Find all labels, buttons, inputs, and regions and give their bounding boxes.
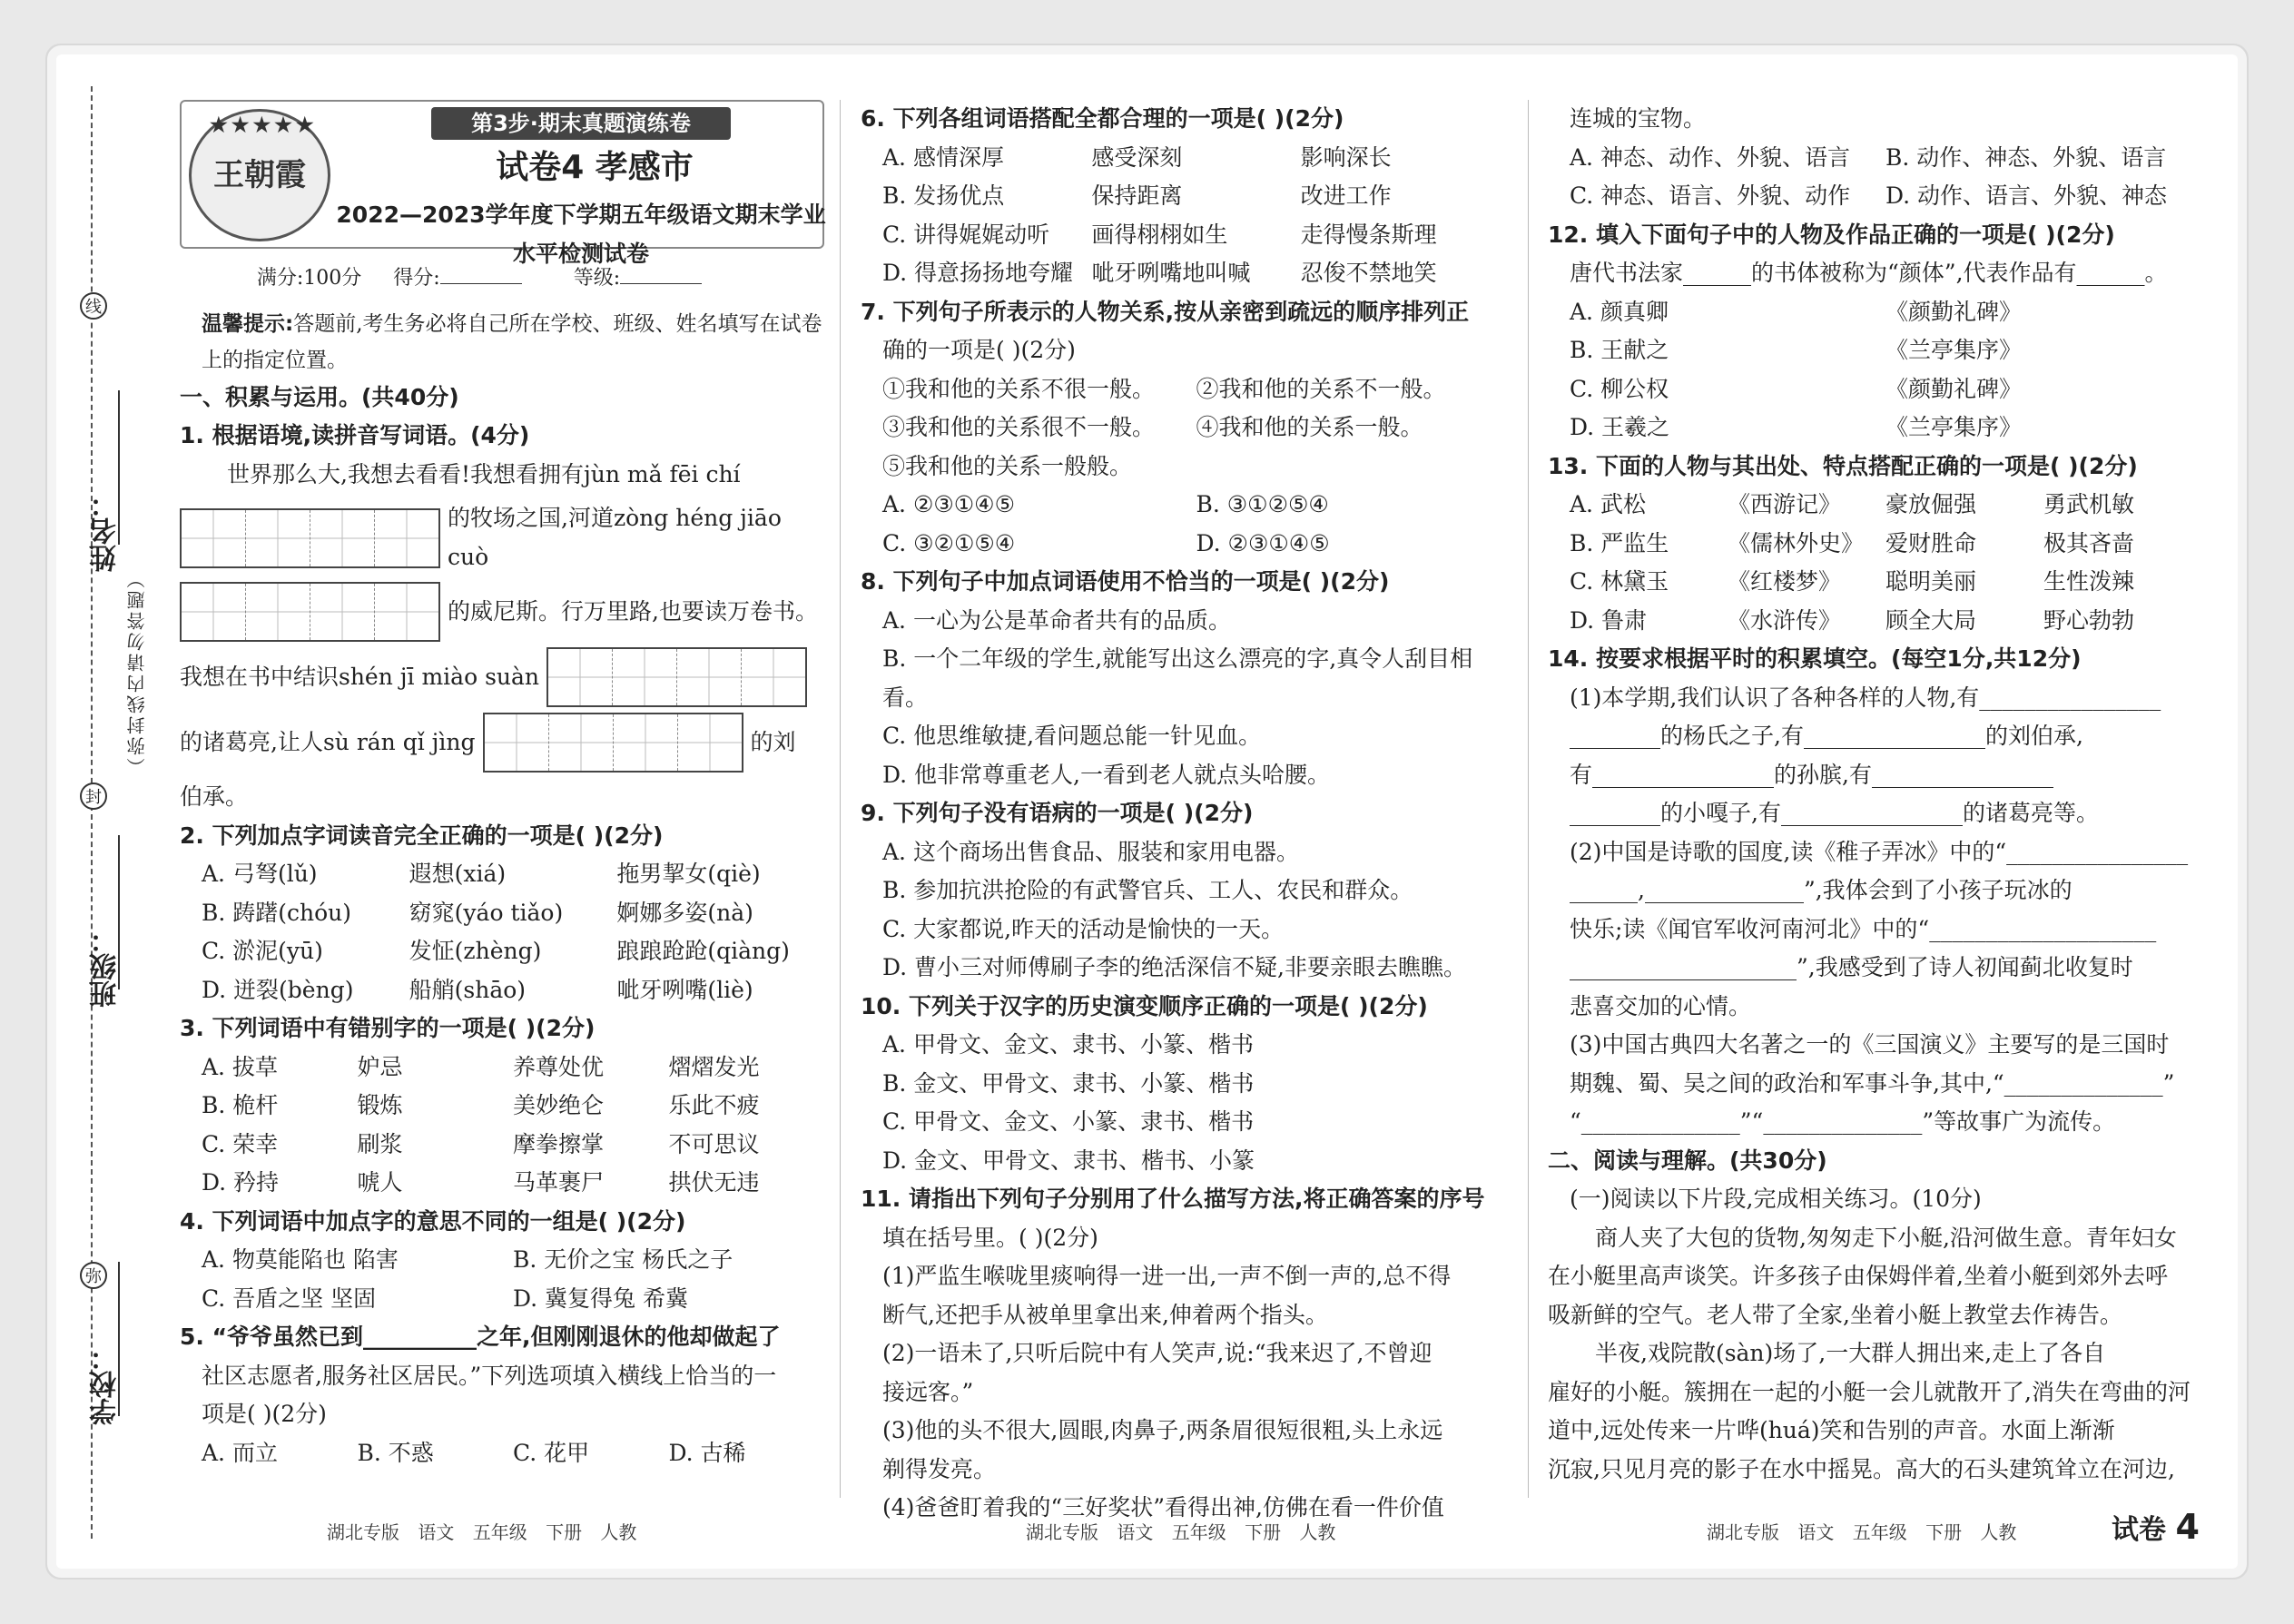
- option-cell: D. 矜持: [202, 1169, 280, 1196]
- text-line: 期魏、蜀、吴之间的政治和军事斗争,其中,“______________”: [1570, 1069, 2175, 1097]
- text-line: A. 这个商场出售食品、服装和家用电器。: [882, 838, 1299, 865]
- writing-grid[interactable]: [546, 647, 807, 707]
- option-cell: 保持距离: [1091, 182, 1183, 209]
- paper-subtitle: 2022—2023学年度下学期五年级语文期末学业水平检测试卷: [336, 202, 826, 267]
- option-row: [1548, 525, 2201, 564]
- passage-line: 道中,远处传来一片哗(huá)笑和告别的声音。水面上渐渐: [1548, 1417, 2115, 1443]
- option-row: [180, 1048, 824, 1088]
- q11-sentences: [861, 1257, 1510, 1528]
- text-line: D. 曹小三对师傅刷子李的绝活深信不疑,非要亲眼去瞧瞧。: [882, 954, 1466, 980]
- question-5: 5. “爷爷虽然已到__________之年,但刚刚退休的他却做起了: [180, 1324, 781, 1350]
- passage-line: 吸新鲜的空气。老人带了全家,坐着小艇上教堂去作祷告。: [1548, 1301, 2122, 1328]
- text-line: A. 一心为公是革命者共有的品质。: [882, 606, 1231, 634]
- question-2: 2. 下列加点字词读音完全正确的一项是( )(2分): [180, 822, 664, 849]
- option-cell: D. 古稀: [668, 1439, 746, 1466]
- q13-options: [1548, 486, 2201, 640]
- option-cell: A. 颜真卿: [1570, 298, 1669, 325]
- option-row: [861, 370, 1510, 409]
- school-label: 学校：: [90, 1343, 122, 1425]
- q14-lines: [1548, 679, 2201, 1142]
- option-cell: 乐此不疲: [668, 1092, 760, 1118]
- option-cell: D. 得意扬扬地夸耀: [882, 260, 1074, 286]
- text-line: 接远客。”: [882, 1378, 974, 1405]
- option-cell: 影响深长: [1300, 143, 1392, 171]
- option-cell: D. 冀复得兔 希冀: [513, 1284, 688, 1312]
- reading-title: (一)阅读以下片段,完成相关练习。(10分): [1570, 1186, 1982, 1212]
- q1-line: 的诸葛亮,让人sù rán qǐ jìng: [180, 728, 476, 755]
- seal-note: （弥封线内请勿答题）: [126, 567, 148, 776]
- text-line: C. 大家都说,昨天的活动是愉快的一天。: [882, 915, 1285, 942]
- passage-line: 在小艇里高声谈笑。许多孩子由保姆伴着,坐着小艇到郊外去呼: [1548, 1263, 2168, 1289]
- option-cell: 摩拳擦掌: [513, 1130, 605, 1157]
- option-cell: D. 动作、语言、外貌、神态: [1885, 182, 2168, 209]
- option-cell: ②我和他的关系不一般。: [1196, 375, 1446, 402]
- class-field[interactable]: [118, 835, 122, 989]
- binding-mark-mi: 弥: [80, 1262, 107, 1289]
- text-line: 悲喜交加的心情。: [1570, 992, 1752, 1019]
- paper-header: [180, 100, 826, 267]
- q11-options: [1548, 139, 2201, 216]
- option-row: [1548, 486, 2201, 525]
- text-line: “______________”“______________”等故事广为流传。: [1570, 1108, 2116, 1135]
- option-cell: A. 神态、动作、外貌、语言: [1570, 143, 1850, 171]
- option-cell: 唬人: [357, 1169, 403, 1196]
- q12-options: [1548, 293, 2201, 448]
- option-cell: C. 荣幸: [202, 1130, 279, 1157]
- option-cell: 《红楼梦》: [1728, 568, 1842, 595]
- option-cell: C. 讲得娓娓动听: [882, 221, 1050, 248]
- q1-row: [180, 713, 824, 773]
- text-line: (3)中国古典四大名著之一的《三国演义》主要写的是三国时: [1570, 1031, 2170, 1058]
- tip-text: 答题前,考生务必将自己所在学校、班级、姓名填写在试卷上的指定位置。: [202, 311, 822, 372]
- q6-options: [861, 139, 1510, 293]
- option-cell: 顾全大局: [1885, 606, 1977, 634]
- option-cell: 马革裹尸: [513, 1169, 605, 1196]
- writing-grid[interactable]: [180, 582, 440, 642]
- q1-row: [180, 647, 824, 707]
- text-line: (4)爸爸盯着我的“三好奖状”看得出神,仿佛在看一件价值: [882, 1494, 1444, 1521]
- option-cell: B. 王献之: [1570, 337, 1669, 363]
- paper-label: 试卷: [2112, 1514, 2166, 1546]
- paper-num: 4: [2175, 1507, 2200, 1547]
- option-cell: 美妙绝仑: [513, 1092, 605, 1118]
- option-row: [1548, 602, 2201, 641]
- option-cell: 发怔(zhèng): [409, 938, 542, 964]
- option-cell: 婀娜多姿(nà): [616, 899, 753, 926]
- option-cell: B. 桅杆: [202, 1092, 279, 1118]
- text-line: 快乐;读《闻官军收河南河北》中的“____________________: [1570, 915, 2157, 942]
- tip-label: 温馨提示:: [202, 311, 294, 336]
- q1-line: 伯承。: [180, 783, 249, 810]
- q7-line: 确的一项是( )(2分): [882, 337, 1076, 363]
- option-cell: ①我和他的关系不很一般。: [882, 375, 1156, 402]
- score-field[interactable]: [440, 283, 522, 284]
- option-cell: C. 柳公权: [1570, 375, 1669, 402]
- option-cell: A. 感情深厚: [882, 143, 1004, 171]
- text-line: ________的小嘎子,有________________的诸葛亮等。: [1570, 800, 2099, 826]
- text-line: D. 金文、甲骨文、隶书、楷书、小篆: [882, 1147, 1255, 1174]
- option-cell: D. ②③①④⑤: [1196, 529, 1330, 556]
- option-cell: 忍俊不禁地笑: [1300, 260, 1437, 286]
- option-cell: 《兰亭集序》: [1885, 337, 2023, 363]
- q7-options: [861, 486, 1510, 563]
- q4-options: [180, 1241, 824, 1318]
- option-cell: 勇武机敏: [2043, 491, 2135, 517]
- option-row: [1548, 563, 2201, 602]
- option-cell: 野心勃勃: [2043, 606, 2135, 634]
- tip: [180, 306, 824, 379]
- text-line: ____________________”,我感受到了诗人初闻蓟北收复时: [1570, 954, 2133, 980]
- option-cell: 拱伏无违: [668, 1169, 760, 1196]
- option-cell: B. 发扬优点: [882, 182, 1005, 209]
- column-divider: [1528, 100, 1529, 1498]
- question-3: 3. 下列词语中有错别字的一项是( )(2分): [180, 1015, 596, 1041]
- option-cell: B. 动作、神态、外貌、语言: [1885, 143, 2167, 171]
- option-cell: ③我和他的关系很不一般。: [882, 414, 1156, 440]
- option-row: [1548, 177, 2201, 216]
- reading-passage: [1548, 1219, 2201, 1490]
- column-divider: [840, 100, 841, 1498]
- option-row: [1548, 408, 2201, 448]
- option-row: [861, 408, 1510, 448]
- question-1: 1. 根据语境,读拼音写词语。(4分): [180, 422, 530, 448]
- option-cell: 豪放倔强: [1885, 491, 1977, 517]
- option-cell: A. ②③①④⑤: [882, 491, 1016, 517]
- q9-options: [861, 833, 1510, 988]
- text-line: C. 甲骨文、金文、小篆、隶书、楷书: [882, 1108, 1255, 1135]
- q7-sentence-5: ⑤我和他的关系一般般。: [882, 452, 1133, 479]
- option-cell: 聪明美丽: [1885, 568, 1977, 595]
- binding-mark-feng: 封: [80, 782, 107, 810]
- option-cell: 《兰亭集序》: [1885, 414, 2023, 440]
- q12-text: 唐代书法家______的书体被称为“颜体”,代表作品有______。: [1570, 260, 2168, 286]
- q5-line: 社区志愿者,服务社区居民。”下列选项填入横线上恰当的一: [202, 1362, 777, 1389]
- option-cell: C. 吾盾之坚 坚固: [202, 1284, 377, 1312]
- q11-line: 填在括号里。( )(2分): [882, 1224, 1098, 1251]
- q1-row: [180, 499, 824, 576]
- q7-sentences: [861, 370, 1510, 448]
- option-cell: 遐想(xiá): [409, 861, 507, 887]
- text-line: B. 一个二年级的学生,就能写出这么漂亮的字,真令人刮目相看。: [882, 645, 1473, 711]
- option-cell: 感受深刻: [1091, 143, 1183, 171]
- question-6: 6. 下列各组词语搭配全都合理的一项是( )(2分): [861, 105, 1344, 132]
- option-cell: 呲牙咧嘴(liè): [616, 976, 753, 1003]
- option-cell: ④我和他的关系一般。: [1196, 414, 1423, 440]
- column-3: [1548, 100, 2201, 1489]
- option-cell: 走得慢条斯理: [1300, 221, 1437, 248]
- binding-mark-xian: 线: [80, 292, 107, 320]
- logo-text: 王朝霞: [213, 156, 306, 193]
- option-row: [861, 216, 1510, 255]
- option-cell: 爱财胜命: [1885, 529, 1977, 556]
- q1-line: 我想在书中结识shén jī miào suàn: [180, 663, 540, 690]
- passage-line: 沉寂,只见月亮的影子在水中摇晃。高大的石头建筑耸立在河边,: [1548, 1455, 2175, 1482]
- footer-text: 湖北专版 语文 五年级 下册 人教: [1026, 1521, 1336, 1543]
- question-9: 9. 下列句子没有语病的一项是( )(2分): [861, 800, 1254, 826]
- option-cell: 拖男挈女(qiè): [616, 861, 761, 887]
- option-cell: A. 而立: [202, 1439, 278, 1466]
- option-cell: 刷浆: [357, 1130, 403, 1157]
- text-line: (1)本学期,我们认识了各种各样的人物,有________________: [1570, 684, 2161, 711]
- option-cell: D. 迸裂(bèng): [202, 976, 354, 1003]
- name-field[interactable]: [118, 390, 122, 545]
- option-cell: B. ③①②⑤④: [1196, 491, 1329, 517]
- section-1-title: 一、积累与运用。(共40分): [180, 383, 459, 410]
- q11-end: 连城的宝物。: [1570, 105, 1707, 132]
- option-cell: 生性泼辣: [2043, 568, 2135, 595]
- option-cell: 极其吝啬: [2043, 529, 2135, 556]
- option-row: [861, 525, 1510, 564]
- option-row: [861, 486, 1510, 525]
- passage-line: 商人夹了大包的货物,匆匆走下小艇,沿河做生意。青年妇女: [1595, 1224, 2177, 1251]
- option-cell: D. 鲁肃: [1570, 606, 1648, 634]
- school-field[interactable]: [118, 1262, 122, 1416]
- option-cell: A. 物莫能陷也 陷害: [202, 1246, 399, 1273]
- option-cell: 《颜勤礼碑》: [1885, 298, 2023, 325]
- option-cell: B. 不惑: [357, 1439, 434, 1466]
- full-score: 满分:100分: [256, 267, 362, 290]
- option-row: [861, 254, 1510, 293]
- score-label: 得分:: [393, 267, 440, 290]
- text-line: B. 金文、甲骨文、隶书、小篆、楷书: [882, 1069, 1255, 1097]
- option-cell: 呲牙咧嘴地叫喊: [1091, 260, 1251, 286]
- q1-row: [180, 582, 824, 642]
- question-13: 13. 下面的人物与其出处、特点搭配正确的一项是( )(2分): [1548, 452, 2138, 479]
- option-cell: 窈窕(yáo tiǎo): [409, 899, 564, 926]
- question-4: 4. 下列词语中加点字的意思不同的一组是( )(2分): [180, 1207, 686, 1235]
- option-cell: 熠熠发光: [668, 1053, 760, 1080]
- option-cell: A. 弓弩(lǔ): [202, 861, 318, 887]
- writing-grid[interactable]: [180, 508, 440, 568]
- option-row: [180, 894, 824, 933]
- text-line: 有________________的孙膑,有________________: [1570, 761, 2053, 788]
- option-cell: C. 淤泥(yū): [202, 938, 323, 964]
- option-row: [180, 971, 824, 1010]
- option-cell: 养尊处优: [513, 1053, 605, 1080]
- q10-options: [861, 1026, 1510, 1180]
- text-line: B. 参加抗洪抢险的有武警官兵、工人、农民和群众。: [882, 877, 1413, 903]
- option-row: [180, 932, 824, 971]
- option-cell: 《儒林外史》: [1728, 529, 1865, 556]
- q5-line: 项是( )(2分): [202, 1401, 327, 1427]
- q5-options: [180, 1434, 824, 1473]
- text-line: 断气,还把手从被单里拿出来,伸着两个指头。: [882, 1301, 1328, 1328]
- text-line: (3)他的头不很大,圆眼,肉鼻子,两条眉很短很粗,头上永远: [882, 1417, 1443, 1443]
- footer-text: 湖北专版 语文 五年级 下册 人教: [1707, 1521, 2017, 1543]
- option-cell: 《水浒传》: [1728, 606, 1842, 634]
- option-row: [1548, 331, 2201, 370]
- option-cell: C. ③②①⑤④: [882, 529, 1016, 556]
- option-row: [861, 177, 1510, 216]
- option-cell: 不可思议: [668, 1130, 760, 1157]
- question-14: 14. 按要求根据平时的积累填空。(每空1分,共12分): [1548, 645, 2082, 672]
- text-line: (2)中国是诗歌的国度,读《稚子弄冰》中的“________________: [1570, 838, 2189, 865]
- text-line: (1)严监生喉咙里痰响得一进一出,一声不倒一声的,总不得: [882, 1263, 1452, 1289]
- option-cell: 改进工作: [1300, 182, 1392, 209]
- column-1: [180, 100, 824, 1472]
- option-row: [180, 1241, 824, 1280]
- option-cell: B. 无价之宝 杨氏之子: [513, 1246, 733, 1273]
- text-line: D. 他非常尊重老人,一看到老人就点头哈腰。: [882, 761, 1330, 788]
- option-cell: 妒忌: [357, 1053, 403, 1080]
- name-label: 姓名：: [90, 490, 122, 572]
- q2-options: [180, 855, 824, 1009]
- question-12: 12. 填入下面句子中的人物及作品正确的一项是( )(2分): [1548, 221, 2115, 248]
- option-row: [180, 1434, 824, 1473]
- question-8: 8. 下列句子中加点词语使用不恰当的一项是( )(2分): [861, 568, 1390, 595]
- option-cell: B. 踌躇(chóu): [202, 899, 352, 926]
- step-banner: 第3步·期末真题演练卷: [431, 107, 731, 140]
- option-row: [1548, 293, 2201, 332]
- grade-label: 等级:: [573, 267, 621, 290]
- question-10: 10. 下列关于汉字的历史演变顺序正确的一项是( )(2分): [861, 992, 1428, 1019]
- passage-line: 半夜,戏院散(sàn)场了,一大群人拥出来,走上了各自: [1595, 1340, 2106, 1366]
- option-row: [180, 1087, 824, 1126]
- section-2-title: 二、阅读与理解。(共30分): [1548, 1147, 1827, 1174]
- class-label: 班级：: [90, 926, 122, 1008]
- q1-line: 的威尼斯。行万里路,也要读万卷书。: [448, 597, 818, 625]
- paper-number: [2112, 1507, 2200, 1547]
- question-7: 7. 下列句子所表示的人物关系,按从亲密到疏远的顺序排列正: [861, 298, 1470, 325]
- option-cell: A. 武松: [1570, 491, 1646, 517]
- option-cell: B. 严监生: [1570, 529, 1669, 556]
- q1-line: 的刘: [750, 728, 796, 755]
- option-row: [180, 855, 824, 894]
- logo-stars: ★★★★★: [210, 113, 318, 137]
- passage-line: 雇好的小艇。簇拥在一起的小艇一会儿就散开了,消失在弯曲的河: [1548, 1378, 2191, 1405]
- q8-options: [861, 602, 1510, 795]
- grade-field[interactable]: [620, 283, 702, 284]
- option-cell: 画得栩栩如生: [1091, 221, 1228, 248]
- option-cell: 《颜勤礼碑》: [1885, 375, 2023, 402]
- option-row: [1548, 370, 2201, 409]
- option-cell: 踉踉跄跄(qiàng): [616, 938, 790, 964]
- footer-text: 湖北专版 语文 五年级 下册 人教: [327, 1521, 637, 1543]
- option-row: [180, 1164, 824, 1203]
- text-line: (2)一语未了,只听后院中有人笑声,说:“我来迟了,不曾迎: [882, 1340, 1433, 1366]
- paper-title: 试卷4 孝感市: [496, 149, 694, 186]
- option-row: [180, 1280, 824, 1319]
- question-11: 11. 请指出下列句子分别用了什么描写方法,将正确答案的序号: [861, 1186, 1485, 1212]
- q1-line: 的牧场之国,河道zòng héng jiāo cuò: [448, 505, 782, 570]
- text-line: ________的杨氏之子,有________________的刘伯承,: [1570, 723, 2083, 749]
- q1-line: 世界那么大,我想去看看!我想看拥有jùn mǎ fēi chí: [227, 460, 741, 487]
- writing-grid[interactable]: [483, 713, 743, 773]
- option-row: [180, 1126, 824, 1165]
- option-row: [1548, 139, 2201, 178]
- q3-options: [180, 1048, 824, 1203]
- text-line: A. 甲骨文、金文、隶书、小篆、楷书: [882, 1031, 1254, 1058]
- option-cell: 船艄(shāo): [409, 976, 527, 1003]
- option-cell: 锻炼: [357, 1092, 403, 1118]
- brand-logo: [189, 109, 330, 241]
- option-cell: C. 神态、语言、外貌、动作: [1570, 182, 1851, 209]
- option-cell: D. 王羲之: [1570, 414, 1670, 440]
- text-line: ______,______________”,我体会到了小孩子玩冰的: [1570, 877, 2072, 903]
- option-cell: C. 林黛玉: [1570, 568, 1669, 595]
- option-row: [861, 139, 1510, 178]
- option-cell: C. 花甲: [513, 1439, 590, 1466]
- column-2: [861, 100, 1510, 1528]
- text-line: 剃得发亮。: [882, 1455, 997, 1482]
- option-cell: A. 拔草: [202, 1053, 278, 1080]
- text-line: C. 他思维敏捷,看问题总能一针见血。: [882, 723, 1262, 749]
- option-cell: 《西游记》: [1728, 491, 1842, 517]
